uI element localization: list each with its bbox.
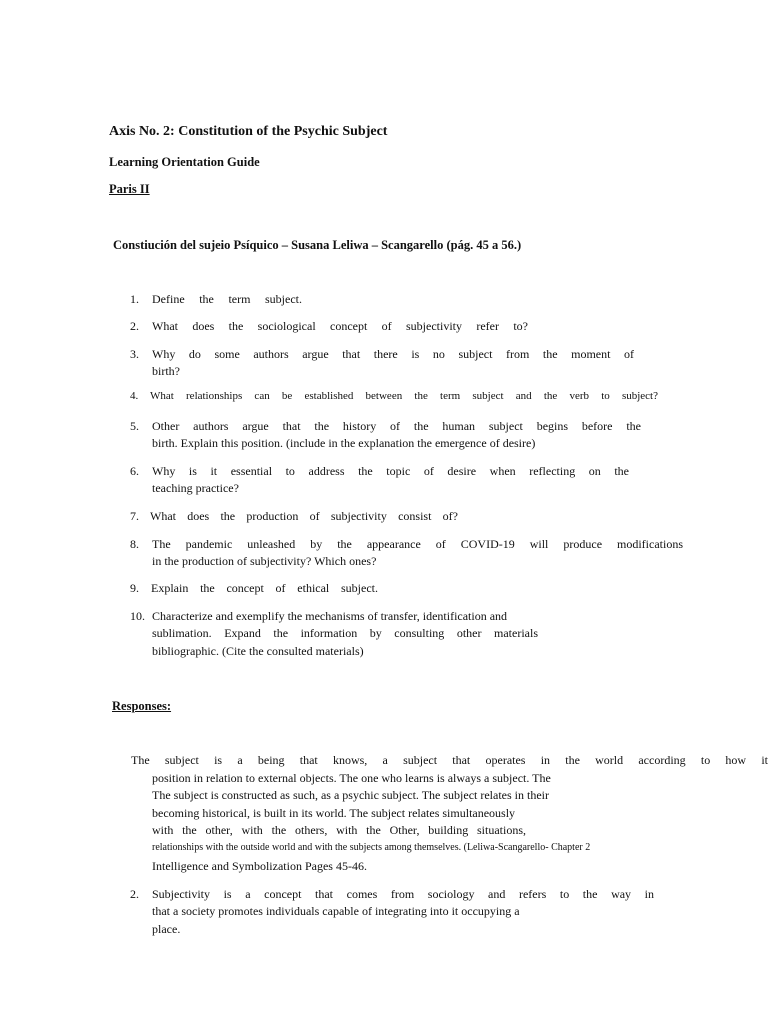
item-text: Why do some authors argue that there is no subject from the moment of xyxy=(152,347,634,361)
item-number: 7. xyxy=(130,509,139,523)
item-number: 2. xyxy=(130,319,139,333)
item-text: sublimation. Expand the information by consulting other materials xyxy=(152,626,538,640)
item-text: What does the production of subjectivity consist of? xyxy=(150,509,458,523)
answer-line: becoming historical, is built in its world. The subject relates simultaneously xyxy=(152,806,516,820)
answer-line: The subject is a being that knows, a subject that operates in the world according to how it xyxy=(131,753,768,767)
item-text: birth? xyxy=(152,364,180,378)
list-item xyxy=(130,319,690,335)
answer-line: place. xyxy=(152,922,181,936)
item-number: 8. xyxy=(130,537,139,551)
answer-line: that a society promotes individuals capable of integrating into it occupying a xyxy=(152,904,520,918)
item-number: 2. xyxy=(130,887,139,901)
list-item xyxy=(130,581,690,597)
item-number: 6. xyxy=(130,464,139,478)
list-item xyxy=(130,464,690,498)
item-text: What relationships can be established between the term subject and the verb to subject? xyxy=(150,390,658,402)
answer-line: Subjectivity is a concept that comes from sociology and refers to the way in xyxy=(152,887,654,901)
list-item xyxy=(130,609,690,661)
list-item xyxy=(130,509,690,525)
item-number: 1. xyxy=(130,292,139,306)
document-title: Axis No. 2: Constitution of the Psychic Subject xyxy=(109,124,388,139)
guide-subtitle: Learning Orientation Guide xyxy=(109,155,260,169)
item-text: Why is it essential to address the topic of desire when reflecting on the xyxy=(152,464,629,478)
answer-line: Intelligence and Symbolization Pages 45-46. xyxy=(152,859,367,873)
item-number: 5. xyxy=(130,419,139,433)
item-text: bibliographic. (Cite the consulted materials) xyxy=(152,644,364,658)
item-text: teaching practice? xyxy=(152,481,239,495)
item-text: in the production of subjectivity? Which ones? xyxy=(152,554,377,568)
list-item xyxy=(130,292,690,308)
list-item xyxy=(130,390,690,406)
item-number: 9. xyxy=(130,581,139,595)
item-text: Explain the concept of ethical subject. xyxy=(151,581,378,595)
reading-reference: Constiución del sujeio Psíquico – Susana Leliwa – Scangarello (pág. 45 a 56.) xyxy=(113,238,522,252)
list-item xyxy=(130,419,690,453)
answer-line: position in relation to external objects. The one who learns is always a subject. The xyxy=(152,771,551,785)
list-item xyxy=(130,537,690,571)
item-text: What does the sociological concept of subjectivity refer to? xyxy=(152,319,528,333)
item-number: 3. xyxy=(130,347,139,361)
answer-line: with the other, with the others, with the Other, building situations, xyxy=(152,823,526,837)
item-text: Define the term subject. xyxy=(152,292,302,306)
item-number: 4. xyxy=(130,390,139,402)
item-number: 10. xyxy=(130,609,145,623)
responses-heading: Responses: xyxy=(112,699,172,713)
list-item xyxy=(130,347,690,381)
answer-2 xyxy=(130,887,690,939)
item-text: Characterize and exemplify the mechanisms of transfer, identification and xyxy=(152,609,508,623)
item-text: birth. Explain this position. (include in the explanation the emergence of desire) xyxy=(152,436,536,450)
item-text: The pandemic unleashed by the appearance of COVID-19 will produce modifications xyxy=(152,537,683,551)
answer-line: relationships with the outside world and with the subjects among themselves. (Leliwa-Scangarello- Chapter 2 xyxy=(152,842,591,853)
item-text: Other authors argue that the history of the human subject begins before the xyxy=(152,419,641,433)
answer-line: The subject is constructed as such, as a psychic subject. The subject relates in their xyxy=(152,788,549,802)
part-label: Paris II xyxy=(109,182,150,196)
